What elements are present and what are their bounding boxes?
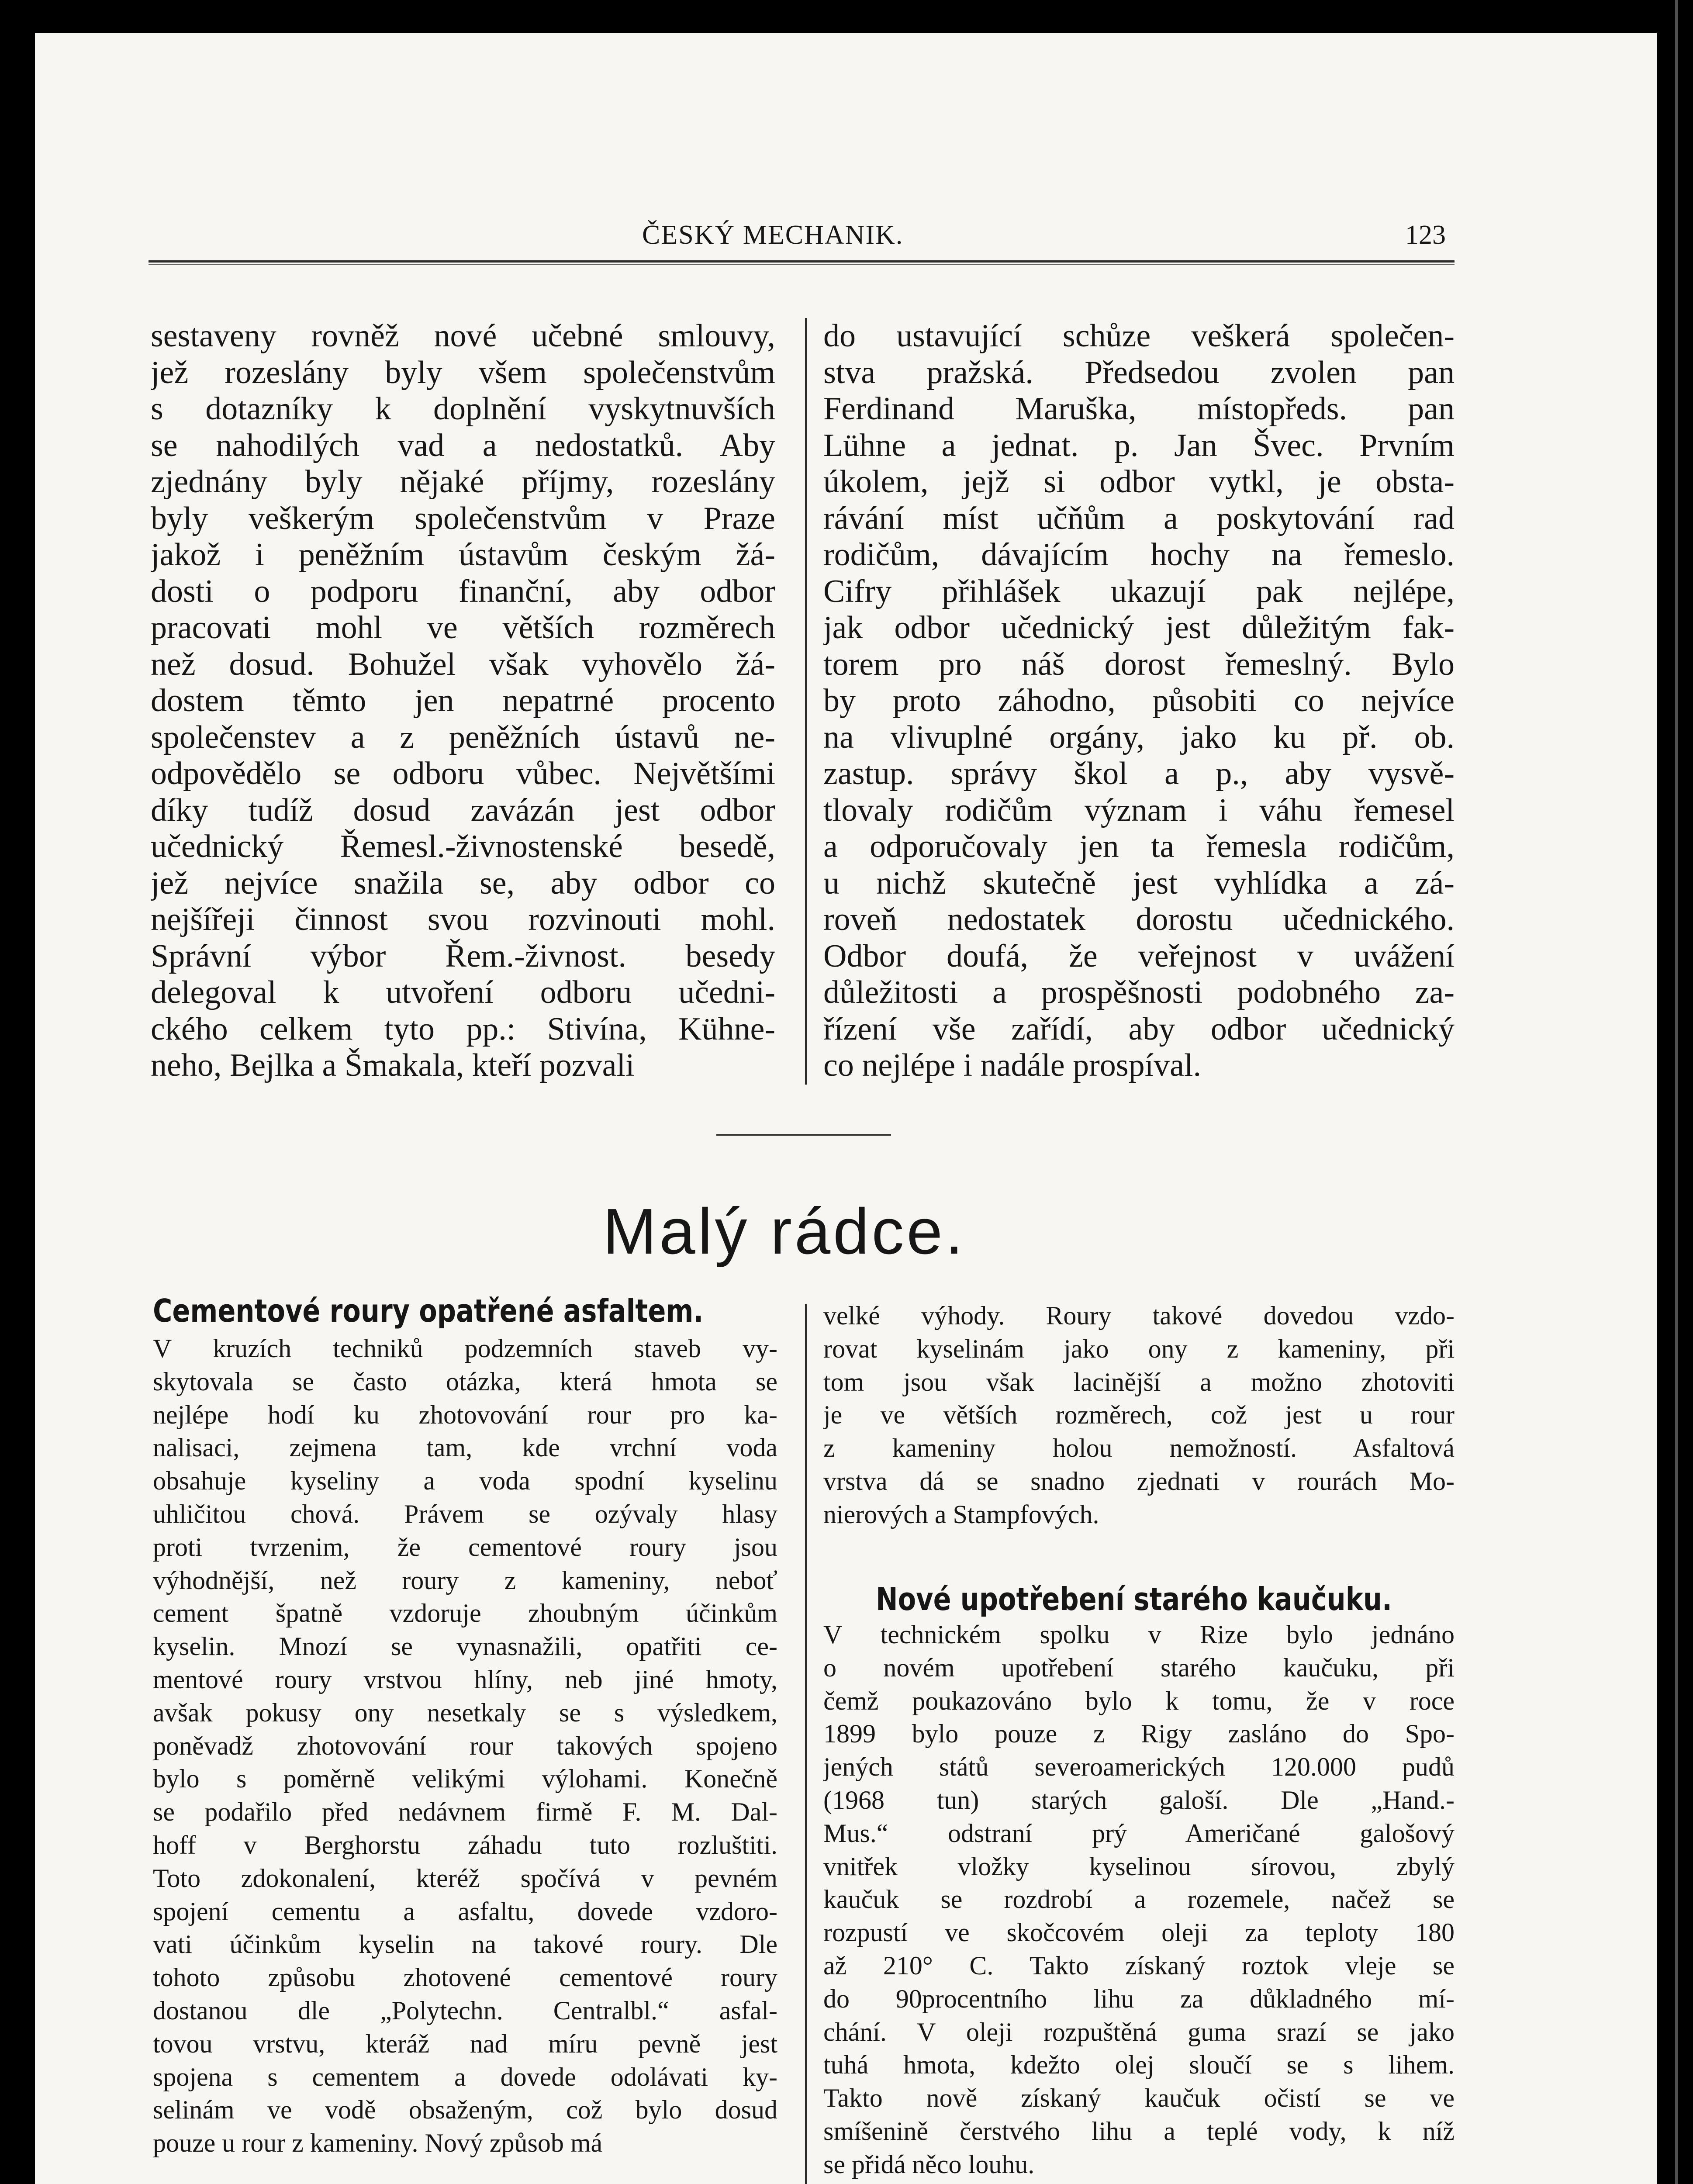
section-title: Malý rádce. bbox=[603, 1196, 966, 1268]
top-right-column bbox=[823, 318, 1455, 1084]
text-line: V technickém spolku v Rize bylo jednáno bbox=[823, 1620, 1455, 1649]
text-line: pouze u rour z kameniny. Nový způsob má bbox=[153, 2129, 603, 2158]
text-line: vati účinkům kyselin na takové roury. Dle bbox=[153, 1930, 777, 1959]
text-line: nalisaci, zejmena tam, kde vrchní voda bbox=[153, 1433, 777, 1462]
text-line: sestaveny rovněž nové učebné smlouvy, bbox=[151, 318, 775, 354]
text-line: rávání míst učňům a poskytování rad bbox=[823, 500, 1455, 536]
text-line: nejšířeji činnost svou rozvinouti mohl. bbox=[151, 902, 775, 937]
text-line: jež rozeslány byly všem společenstvům bbox=[151, 354, 775, 390]
column-divider-top bbox=[805, 318, 807, 1085]
text-line: tuhá hmota, kdežto olej sloučí se s lihem. bbox=[823, 2050, 1455, 2080]
text-line: nierových a Stampfových. bbox=[823, 1500, 1099, 1529]
text-line: by proto záhodno, působiti co nejvíce bbox=[823, 683, 1455, 719]
text-line: ckého celkem tyto pp.: Stivína, Kühne- bbox=[151, 1011, 775, 1047]
text-line: rovat kyselinám jako ony z kameniny, při bbox=[823, 1334, 1455, 1363]
text-line: než dosud. Bohužel však vyhovělo žá- bbox=[151, 646, 775, 682]
text-line: chání. V oleji rozpuštěná guma srazí se jako bbox=[823, 2017, 1455, 2046]
text-line: u nichž skutečně jest vyhlídka a zá- bbox=[823, 865, 1455, 901]
section-separator bbox=[716, 1134, 891, 1136]
text-line: rozpustí ve skočcovém oleji za teploty 180 bbox=[823, 1918, 1455, 1947]
article2-column bbox=[823, 1618, 1455, 2181]
text-line: odpovědělo se odboru vůbec. Největšími bbox=[151, 756, 775, 791]
text-line: kaučuk se rozdrobí a rozemele, načež se bbox=[823, 1885, 1455, 1914]
text-line: je ve větších rozměrech, což jest u rour bbox=[823, 1400, 1455, 1430]
text-line: Ferdinand Maruška, místopředs. pan bbox=[823, 391, 1455, 427]
article1-left-column bbox=[153, 1332, 777, 2160]
text-line: výhodnější, než roury z kameniny, neboť bbox=[153, 1565, 777, 1595]
text-line: skytovala se často otázka, která hmota se bbox=[153, 1367, 777, 1396]
text-line: učednický Řemesl.-živnostenské besedě, bbox=[151, 829, 775, 864]
text-line: důležitosti a prospěšnosti podobného za- bbox=[823, 975, 1455, 1010]
text-line: byly veškerým společenstvům v Praze bbox=[151, 500, 775, 536]
header-rule-thin bbox=[149, 264, 1455, 265]
text-line: nejlépe hodí ku zhotovování rour pro ka- bbox=[153, 1400, 777, 1429]
text-line: velké výhody. Roury takové dovedou vzdo- bbox=[823, 1301, 1455, 1330]
top-left-column bbox=[151, 318, 775, 1084]
header-rule bbox=[149, 260, 1455, 263]
text-line: spojena s cementem a dovede odolávati ky- bbox=[153, 2062, 777, 2091]
text-line: úkolem, jejž si odbor vytkl, je obsta- bbox=[823, 464, 1455, 500]
text-line: zastup. správy škol a p., aby vysvě- bbox=[823, 756, 1455, 791]
text-line: s dotazníky k doplnění vyskytnuvších bbox=[151, 391, 775, 427]
text-line: do ustavující schůze veškerá společen- bbox=[823, 318, 1455, 354]
column-divider-bottom bbox=[805, 1304, 807, 2184]
text-line: Cifry přihlášek ukazují pak nejlépe, bbox=[823, 573, 1455, 609]
text-line: hoff v Berghorstu záhadu tuto rozluštiti. bbox=[153, 1830, 777, 1859]
text-line: Lühne a jednat. p. Jan Švec. Prvním bbox=[823, 427, 1455, 463]
text-line: se přidá něco louhu. bbox=[823, 2149, 1035, 2179]
text-line: řízení vše zařídí, aby odbor učednický bbox=[823, 1011, 1455, 1047]
text-line: mentové roury vrstvou hlíny, neb jiné hmoty, bbox=[153, 1665, 777, 1694]
text-line: vrstva dá se snadno zjednati v rourách Mo- bbox=[823, 1466, 1455, 1496]
text-line: poněvadž zhotovování rour takových spojeno bbox=[153, 1731, 777, 1760]
text-line: kyselin. Mnozí se vynasnažili, opatřiti ce- bbox=[153, 1632, 777, 1661]
text-line: torem pro náš dorost řemeslný. Bylo bbox=[823, 646, 1455, 682]
text-line: proti tvrzenim, že cementové roury jsou bbox=[153, 1532, 777, 1562]
text-line: jež nejvíce snažila se, aby odbor co bbox=[151, 865, 775, 901]
text-line: z kameniny holou nemožností. Asfaltová bbox=[823, 1434, 1455, 1463]
text-line: (1968 tun) starých galoší. Dle „Hand.- bbox=[823, 1785, 1455, 1814]
journal-title: ČESKÝ MECHANIK. bbox=[642, 220, 904, 250]
text-line: se podařilo před nedávnem firmě F. M. Dal- bbox=[153, 1797, 777, 1827]
text-line: díky tudíž dosud zavázán jest odbor bbox=[151, 792, 775, 828]
text-line: neho, Bejlka a Šmakala, kteří pozvali bbox=[151, 1047, 635, 1083]
text-line: na vlivuplné orgány, jako ku př. ob. bbox=[823, 719, 1455, 755]
text-line: jakož i peněžním ústavům českým žá- bbox=[151, 537, 775, 573]
text-line: Správní výbor Řem.-živnost. besedy bbox=[151, 938, 775, 974]
text-line: až 210° C. Takto získaný roztok vleje se bbox=[823, 1951, 1455, 1980]
page-number: 123 bbox=[1405, 220, 1446, 250]
text-line: Mus.“ odstraní prý Američané galošový bbox=[823, 1818, 1455, 1848]
text-line: spojení cementu a asfaltu, dovede vzdoro- bbox=[153, 1897, 777, 1926]
text-line: smíšenině čerstvého lihu a teplé vody, k níž bbox=[823, 2116, 1455, 2146]
article1-right-column bbox=[823, 1299, 1455, 1531]
text-line: tom jsou však lacinější a možno zhotoviti bbox=[823, 1367, 1455, 1396]
text-line: selinám ve vodě obsaženým, což bylo dosud bbox=[153, 2095, 777, 2125]
scan-edge bbox=[1675, 0, 1678, 2184]
text-line: avšak pokusy ony nesetkaly se s výsledkem, bbox=[153, 1698, 777, 1727]
text-line: jak odbor učednický jest důležitým fak- bbox=[823, 610, 1455, 646]
text-line: 1899 bylo pouze z Rigy zasláno do Spo- bbox=[823, 1719, 1455, 1749]
text-line: čemž poukazováno bylo k tomu, že v roce bbox=[823, 1686, 1455, 1715]
text-line: dostem těmto jen nepatrné procento bbox=[151, 683, 775, 719]
text-line: tovou vrstvu, kteráž nad míru pevně jest bbox=[153, 2029, 777, 2058]
text-line: roveň nedostatek dorostu učednického. bbox=[823, 902, 1455, 937]
text-line: Odbor doufá, že veřejnost v uvážení bbox=[823, 938, 1455, 974]
text-line: stva pražská. Předsedou zvolen pan bbox=[823, 354, 1455, 390]
text-line: do 90procentního lihu za důkladného mí- bbox=[823, 1984, 1455, 2013]
text-line: delegoval k utvoření odboru učedni- bbox=[151, 975, 775, 1010]
text-line: jených států severoamerických 120.000 pudů bbox=[823, 1752, 1455, 1782]
text-line: dosti o podporu finanční, aby odbor bbox=[151, 573, 775, 609]
text-line: společenstev a z peněžních ústavů ne- bbox=[151, 719, 775, 755]
text-line: cement špatně vzdoruje zhoubným účinkům bbox=[153, 1599, 777, 1628]
text-line: V kruzích techniků podzemních staveb vy- bbox=[153, 1334, 777, 1363]
text-line: tohoto způsobu zhotovené cementové roury bbox=[153, 1963, 777, 1992]
text-line: pracovati mohl ve větších rozměrech bbox=[151, 610, 775, 646]
text-line: obsahuje kyseliny a voda spodní kyselinu bbox=[153, 1466, 777, 1496]
text-line: bylo s poměrně velikými výlohami. Konečně bbox=[153, 1764, 777, 1794]
text-line: rodičům, dávajícím hochy na řemeslo. bbox=[823, 537, 1455, 573]
text-line: tlovaly rodičům význam i váhu řemesel bbox=[823, 792, 1455, 828]
text-line: se nahodilých vad a nedostatků. Aby bbox=[151, 427, 775, 463]
text-line: dostanou dle „Polytechn. Centralbl.“ asfal- bbox=[153, 1996, 777, 2025]
article2-heading: Nové upotřebení starého kaučuku. bbox=[876, 1581, 1392, 1617]
article1-heading: Cementové roury opatřené asfaltem. bbox=[153, 1292, 704, 1329]
text-line: zjednány byly nějaké příjmy, rozeslány bbox=[151, 464, 775, 500]
text-line: Takto nově získaný kaučuk očistí se ve bbox=[823, 2084, 1455, 2113]
text-line: uhličitou chová. Právem se ozývaly hlasy bbox=[153, 1499, 777, 1528]
text-line: co nejlépe i nadále prospíval. bbox=[823, 1047, 1202, 1083]
text-line: vnitřek vložky kyselinou sírovou, zbylý bbox=[823, 1852, 1455, 1881]
text-line: Toto zdokonalení, kteréž spočívá v pevném bbox=[153, 1863, 777, 1893]
text-line: a odporučovaly jen ta řemesla rodičům, bbox=[823, 829, 1455, 864]
text-line: o novém upotřebení starého kaučuku, při bbox=[823, 1653, 1455, 1682]
